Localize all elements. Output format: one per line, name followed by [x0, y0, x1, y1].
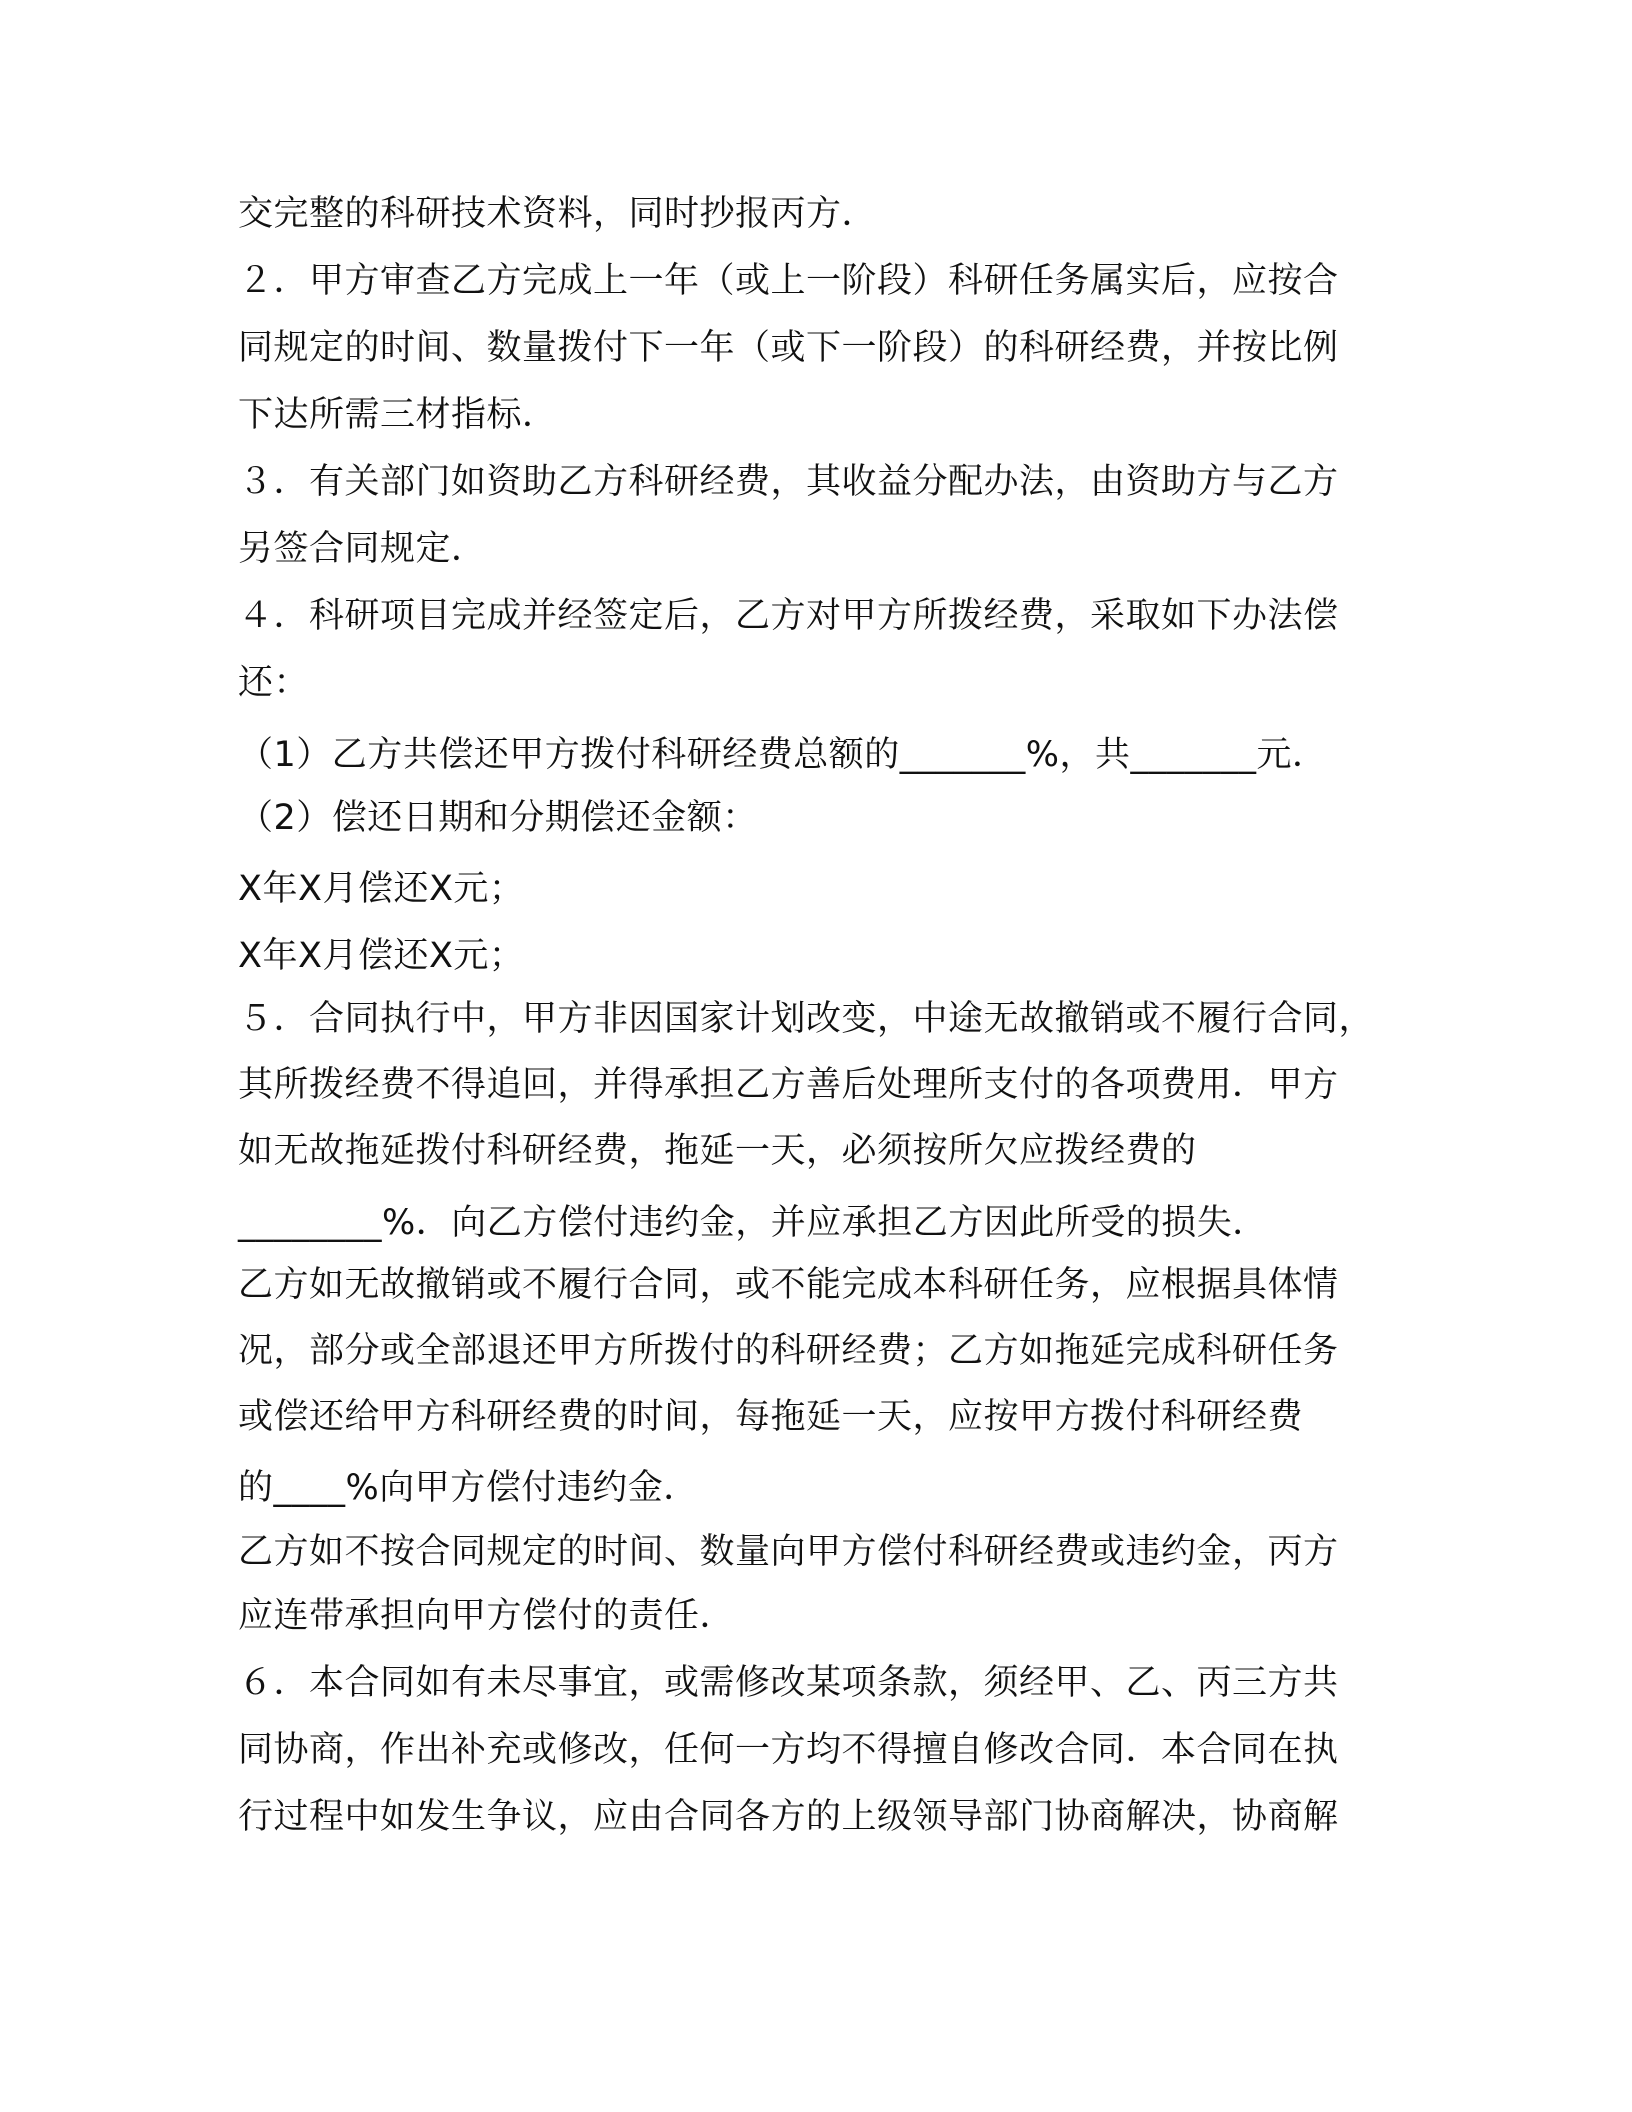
text-line: 交完整的科研技术资料，同时抄报丙方．: [238, 194, 878, 234]
text-line: ５．合同执行中，甲方非因国家计划改变，中途无故撤销或不履行合同，: [238, 999, 1375, 1039]
text-line: 还：: [238, 663, 310, 703]
text-line: 或偿还给甲方科研经费的时间，每拖延一天，应按甲方拨付科研经费: [238, 1397, 1304, 1437]
text-line: 其所拨经费不得追回，并得承担乙方善后处理所支付的各项费用．甲方: [238, 1065, 1339, 1105]
text-line: 应连带承担向甲方偿付的责任．: [238, 1596, 736, 1636]
text-line: 同协商，作出补充或修改，任何一方均不得擅自修改合同．本合同在执: [238, 1730, 1339, 1770]
text-line: （2）偿还日期和分期偿还金额：: [238, 798, 758, 838]
text-line: 况，部分或全部退还甲方所拨付的科研经费；乙方如拖延完成科研任务: [238, 1331, 1339, 1371]
text-line: 行过程中如发生争议，应由合同各方的上级领导部门协商解决，协商解: [238, 1797, 1339, 1837]
text-line: X年X月偿还X元；: [238, 869, 525, 909]
text-line: 乙方如不按合同规定的时间、数量向甲方偿付科研经费或违约金，丙方: [238, 1532, 1339, 1572]
text-line: ３．有关部门如资助乙方科研经费，其收益分配办法，由资助方与乙方: [238, 462, 1339, 502]
text-line: 如无故拖延拨付科研经费，拖延一天，必须按所欠应拨经费的: [238, 1131, 1197, 1171]
text-line: 同规定的时间、数量拨付下一年（或下一阶段）的科研经费，并按比例: [238, 328, 1339, 368]
text-line: 另签合同规定．: [238, 529, 487, 569]
text-line: 的____%向甲方偿付违约金．: [238, 1468, 699, 1508]
text-line: ２．甲方审查乙方完成上一年（或上一阶段）科研任务属实后，应按合: [238, 261, 1339, 301]
text-line: 下达所需三材指标．: [238, 395, 558, 435]
text-line: ________%．向乙方偿付违约金，并应承担乙方因此所受的损失．: [238, 1203, 1268, 1243]
text-line: 乙方如无故撤销或不履行合同，或不能完成本科研任务，应根据具体情: [238, 1265, 1339, 1305]
text-line: ４．科研项目完成并经签定后，乙方对甲方所拨经费，采取如下办法偿: [238, 596, 1339, 636]
text-line: X年X月偿还X元；: [238, 936, 525, 976]
text-line: （1）乙方共偿还甲方拨付科研经费总额的_______%，共_______元．: [238, 735, 1328, 775]
text-line: ６．本合同如有未尽事宜，或需修改某项条款，须经甲、乙、丙三方共: [238, 1663, 1339, 1703]
